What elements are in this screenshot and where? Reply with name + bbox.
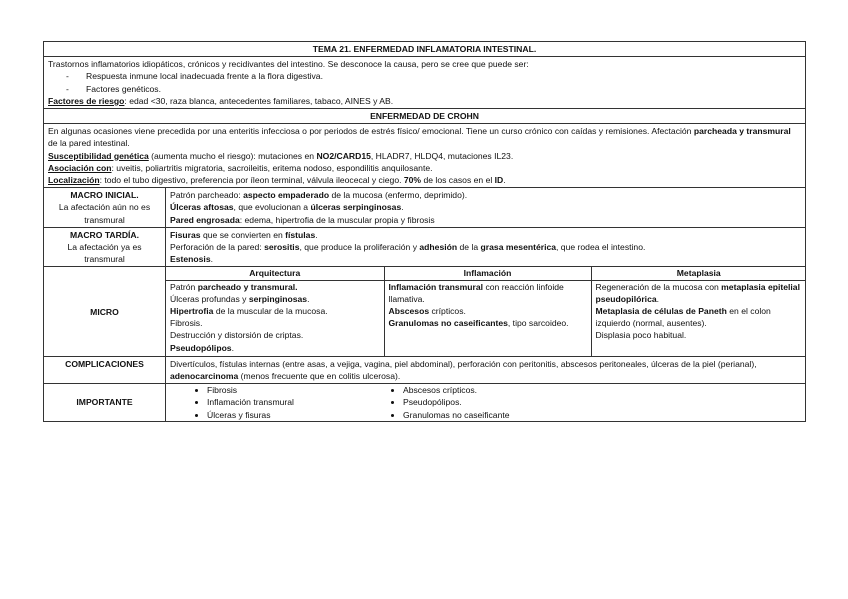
text-bold: serpinginosas — [248, 293, 308, 304]
text: de la mucosa (enfermo, deprimido). — [329, 190, 468, 201]
text-bold: parcheada y transmural — [693, 126, 791, 137]
macro-inicial-label-cell — [44, 188, 166, 228]
text-line: Displasia poco habitual. — [595, 330, 687, 341]
risk-factors — [48, 95, 801, 107]
text: de la — [457, 242, 481, 253]
complicaciones-row — [44, 356, 806, 383]
text: Divertículos, fístulas internas (entre asas, a vejiga, vagina, piel abdominal), perforación con peritonitis, abscesos peritoneales, úlceras de la piel (perianal), — [170, 358, 757, 369]
text-line — [170, 241, 801, 253]
text-bold: metaplasia epitelial pseudopilórica — [595, 281, 800, 304]
text-bold: adenocarcinoma — [170, 371, 239, 382]
macro-tardia-row — [44, 227, 806, 267]
text-line — [170, 293, 380, 305]
list-item: • Pseudopólipos. — [403, 396, 806, 408]
text: Patrón — [170, 281, 198, 292]
text-bold: Estenosis — [170, 254, 211, 265]
intro-text: Trastornos inflamatorios idiopáticos, crónicos y recidivantes del intestino. Se desconoce la causa, pero se cree que puede ser: — [48, 59, 529, 70]
text-line: Fibrosis. — [170, 318, 203, 329]
list-item: • Fibrosis — [207, 384, 384, 396]
text-line — [389, 317, 587, 329]
text: , HLADR7, HLDQ4, mutaciones IL23. — [370, 150, 514, 161]
micro-metaplasia — [591, 280, 806, 356]
crohn-title: ENFERMEDAD DE CROHN — [44, 109, 806, 124]
complicaciones-label-cell — [44, 356, 166, 383]
text-line — [170, 201, 801, 213]
text: de la muscular de la mucosa. — [213, 306, 328, 317]
genetic-label: Susceptibilidad genética — [48, 150, 149, 161]
risk-text: : edad <30, raza blanca, antecedentes familiares, tabaco, AINES y AB. — [124, 95, 394, 106]
genetic-line — [48, 150, 801, 162]
text: de los casos en el — [421, 175, 495, 186]
text-bold: grasa mesentérica — [480, 242, 557, 253]
intro-bullet: - Respuesta inmune local inadecuada frente a la flora digestiva. — [86, 70, 801, 82]
text-line — [170, 281, 380, 293]
intro-list — [48, 70, 801, 94]
location-line — [48, 174, 801, 186]
text-line — [170, 214, 801, 226]
text: , tipo sarcoideo. — [507, 318, 569, 329]
text-bold: úlceras serpinginosas — [310, 202, 402, 213]
complicaciones-content — [166, 356, 806, 383]
macro-tardia-sub: La afectación ya es transmural — [67, 242, 142, 265]
text-line — [170, 229, 801, 241]
text-bold: fístulas — [285, 229, 316, 240]
text: Perforación de la pared: — [170, 242, 265, 253]
text-bold: serositis — [264, 242, 300, 253]
text: Úlceras profundas y — [170, 293, 249, 304]
importante-list — [384, 384, 806, 421]
text: Patrón parcheado: — [170, 190, 244, 201]
macro-tardia-label: MACRO TARDÍA. — [69, 229, 140, 240]
text: Regeneración de la mucosa con — [595, 281, 722, 292]
text-bold: Hipertrofia — [170, 306, 214, 317]
text-bold: Metaplasia de células de Paneth — [595, 306, 727, 317]
text: . — [656, 293, 660, 304]
text-bold: 70% — [403, 175, 422, 186]
importante-lists-row — [166, 384, 806, 421]
micro-body-row — [166, 280, 806, 356]
text-line: Destrucción y distorsión de criptas. — [170, 330, 304, 341]
text-line — [170, 305, 380, 317]
text-line — [596, 281, 803, 305]
macro-inicial-content — [166, 188, 806, 228]
association-label: Asociación con — [48, 162, 112, 173]
text: . — [401, 202, 404, 213]
micro-col-header: Metaplasia — [591, 267, 806, 280]
text-bold: adhesión — [419, 242, 458, 253]
list-item: • Abscesos crípticos. — [403, 384, 806, 396]
text: : edema, hipertrofia de la muscular propia y fibrosis — [239, 214, 435, 225]
macro-tardia-content — [166, 227, 806, 267]
list-item: • Inflamación transmural — [207, 396, 384, 408]
text: con reacción linfoide llamativa. — [388, 281, 564, 304]
importante-content — [166, 384, 806, 422]
micro-table — [166, 267, 806, 355]
text: . — [231, 342, 234, 353]
text-bold: NO2/CARD15 — [316, 150, 371, 161]
crohn-title-row — [44, 109, 806, 124]
text-bold: Fisuras — [170, 229, 201, 240]
text: (menos frecuente que en colitis ulcerosa). — [238, 371, 401, 382]
text: : uveitis, poliartritis migratoria, sacroileitis, eritema nodoso, espondilitis anquilosante. — [111, 162, 433, 173]
macro-inicial-row — [44, 188, 806, 228]
text-bold: Pared engrosada — [170, 214, 240, 225]
document-sheet — [43, 41, 805, 422]
list-item: • Úlceras y fisuras — [207, 409, 384, 421]
micro-content — [166, 267, 806, 356]
text: (aumenta mucho el riesgo): mutaciones en — [148, 150, 317, 161]
text-line — [389, 281, 587, 305]
text-line — [170, 253, 801, 265]
importante-row — [44, 384, 806, 422]
importante-list — [166, 384, 384, 421]
text-bold: Abscesos — [388, 306, 430, 317]
micro-arquitectura — [166, 280, 384, 356]
importante-label: IMPORTANTE — [44, 384, 166, 422]
risk-label: Factores de riesgo — [48, 95, 125, 106]
document-title: TEMA 21. ENFERMEDAD INFLAMATORIA INTESTINAL. — [44, 42, 806, 57]
text-line — [389, 305, 587, 317]
micro-col-header: Inflamación — [384, 267, 591, 280]
importante-right — [384, 384, 806, 421]
intro-row — [44, 57, 806, 109]
complicaciones-label: COMPLICACIONES — [65, 358, 144, 369]
text: En algunas ocasiones viene precedida por una enteritis infecciosa o por periodos de estrés físico/ emocional. Tiene un curso crónico con caídas y remisiones. Afectación — [48, 126, 694, 137]
main-table — [43, 41, 806, 422]
macro-inicial-label: MACRO INICIAL. — [70, 190, 139, 201]
text: . — [503, 175, 506, 186]
text: crípticos. — [429, 306, 466, 317]
text-bold: Úlceras aftosas — [170, 202, 234, 213]
importante-table — [166, 384, 806, 421]
macro-inicial-sub: La afectación aún no es transmural — [58, 202, 151, 225]
text: de la pared intestinal. — [48, 138, 130, 149]
crohn-desc-row — [44, 124, 806, 188]
text: , que rodea el intestino. — [556, 242, 646, 253]
macro-tardia-label-cell — [44, 227, 166, 267]
micro-col-header: Arquitectura — [166, 267, 384, 280]
micro-header-row — [166, 267, 806, 280]
intro-cell — [44, 57, 806, 109]
crohn-desc-cell — [44, 124, 806, 188]
text: , que evolucionan a — [233, 202, 311, 213]
list-item: • Granulomas no caseificante — [403, 409, 806, 421]
intro-bullet: - Factores genéticos. — [86, 83, 801, 95]
micro-label: MICRO — [44, 267, 166, 356]
text: en el colon izquierdo (normal, ausentes). — [595, 306, 771, 329]
title-row — [44, 42, 806, 57]
importante-left — [166, 384, 384, 421]
text-bold: ID — [494, 175, 504, 186]
text: . — [307, 293, 310, 304]
micro-row — [44, 267, 806, 356]
text: que se convierten en — [200, 229, 286, 240]
text-bold: parcheado y transmural. — [197, 281, 298, 292]
text-bold: Granulomas no caseificantes — [388, 318, 508, 329]
text-bold: aspecto empaderado — [243, 190, 330, 201]
location-label: Localización — [48, 175, 100, 186]
text-line — [596, 305, 803, 329]
text-line — [170, 342, 380, 354]
crohn-paragraph — [48, 125, 801, 149]
association-line — [48, 162, 801, 174]
text: : todo el tubo digestivo, preferencia por íleon terminal, válvula ileocecal y ciego. — [99, 175, 404, 186]
text: . — [315, 229, 318, 240]
text-bold: Inflamación transmural — [388, 281, 484, 292]
text-bold: Pseudopólipos — [170, 342, 232, 353]
text-line — [170, 189, 801, 201]
text: , que produce la proliferación y — [299, 242, 420, 253]
micro-inflamacion — [384, 280, 591, 356]
text: . — [210, 254, 213, 265]
